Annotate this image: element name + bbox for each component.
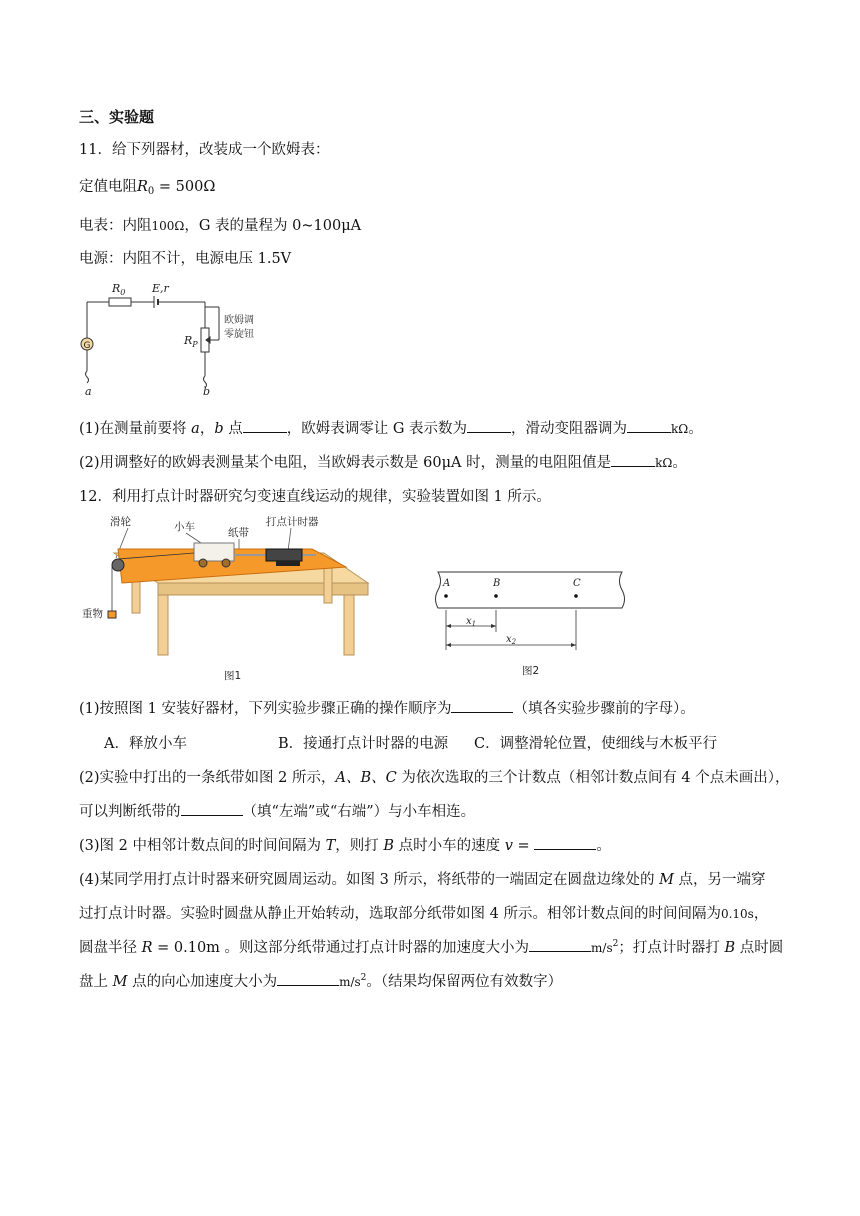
answer-blank[interactable]: [277, 971, 339, 986]
weight-label: 重物: [82, 608, 103, 620]
q12-options: [104, 732, 718, 753]
ohmmeter-circuit-diagram: [72, 276, 282, 398]
cart-label: 小车: [174, 521, 195, 533]
q11-item-source: 电源：内阻不计，电源电压 1.5V: [79, 251, 292, 267]
galvanometer-label: G: [83, 341, 91, 351]
option-a: A．释放小车: [104, 736, 187, 752]
figure-1-caption: 图1: [224, 670, 242, 682]
answer-blank[interactable]: [611, 452, 655, 467]
point-c-label: C: [573, 578, 581, 589]
timer-label: 打点计时器: [266, 516, 319, 528]
option-c: C．调整滑轮位置，使细线与木板平行: [474, 736, 718, 752]
r0-label: $R_0$: [112, 282, 126, 297]
answer-blank[interactable]: [534, 835, 596, 850]
zero-knob-label-1: 欧姆调: [224, 315, 254, 326]
count-point-b: [494, 594, 498, 598]
answer-blank[interactable]: [181, 801, 243, 816]
q11-item-meter: 电表：内阻100Ω，G 表的量程为 0~100μA: [79, 218, 362, 234]
q11-item-r0: 定值电阻$R_0 = 500\Omega$: [79, 179, 216, 197]
tape-label: 纸带: [228, 527, 249, 539]
count-point-c: [574, 594, 578, 598]
section-title: 三、实验题: [79, 108, 155, 126]
q12-part2-line1: (2)实验中打出的一条纸带如图 2 所示，A、B、C 为依次选取的三个计数点（相邻计数点间有 4 个点未画出），: [79, 770, 790, 786]
q12-part1: (1)按照图 1 安装好器材，下列实验步骤正确的操作顺序为 （填各实验步骤前的字母）。: [79, 697, 695, 718]
figure-2-caption: 图2: [522, 665, 540, 677]
q12-part2-line2: 可以判断纸带的 （填“左端”或“右端”）与小车相连。: [79, 800, 475, 821]
rp-label: $R_P$: [184, 334, 198, 349]
answer-blank[interactable]: [243, 418, 287, 433]
option-b: B．接通打点计时器的电源: [278, 736, 449, 752]
q12-part4-line1: (4)某同学用打点计时器来研究圆周运动。如图 3 所示，将纸带的一端固定在圆盘边缘处的 M 点，另一端穿: [79, 872, 766, 888]
q11-stem: 11．给下列器材，改装成一个欧姆表：: [79, 142, 330, 158]
figure-2-tape: [430, 570, 630, 680]
answer-blank[interactable]: [467, 418, 511, 433]
x1-label: $x_1$: [466, 616, 477, 628]
answer-blank[interactable]: [451, 698, 513, 713]
count-point-a: [444, 594, 448, 598]
q12-part4-line2: 过打点计时器。实验时圆盘从静止开始转动，选取部分纸带如图 4 所示。相邻计数点间的时间间隔为0.10s，: [79, 906, 769, 922]
x2-label: $x_2$: [506, 634, 517, 646]
emf-label: E,r: [152, 282, 169, 295]
pulley-label: 滑轮: [110, 516, 131, 528]
answer-blank[interactable]: [627, 418, 671, 433]
answer-blank[interactable]: [529, 937, 591, 952]
terminal-a-label: a: [85, 385, 92, 398]
figure-1-apparatus: [76, 513, 376, 685]
q11-part2: (2)用调整好的欧姆表测量某个电阻，当欧姆表示数是 60μA 时，测量的电阻阻值是 kΩ。: [79, 451, 687, 472]
q12-stem: 12．利用打点计时器研究匀变速直线运动的规律，实验装置如图 1 所示。: [79, 489, 551, 505]
point-b-label: B: [493, 578, 501, 589]
point-a-label: A: [443, 578, 451, 589]
terminal-b-label: b: [203, 385, 211, 398]
q11-part1: (1)在测量前要将 a，b 点 ，欧姆表调零让 G 表示数为 ，滑动变阻器调为 kΩ。: [79, 417, 703, 438]
zero-knob-label-2: 零旋钮: [224, 329, 254, 340]
q12-part3: (3)图 2 中相邻计数点间的时间间隔为 T，则打 B 点时小车的速度 v = 。: [79, 834, 611, 855]
q12-part4-line4: 盘上 M 点的向心加速度大小为 $m/s^2$。（结果均保留两位有效数字）: [79, 973, 563, 990]
q12-part4-line3: 圆盘半径 R = 0.10m 。则这部分纸带通过打点计时器的加速度大小为 $m/s^2$；打点计时器打 B 点时圆: [79, 939, 784, 956]
